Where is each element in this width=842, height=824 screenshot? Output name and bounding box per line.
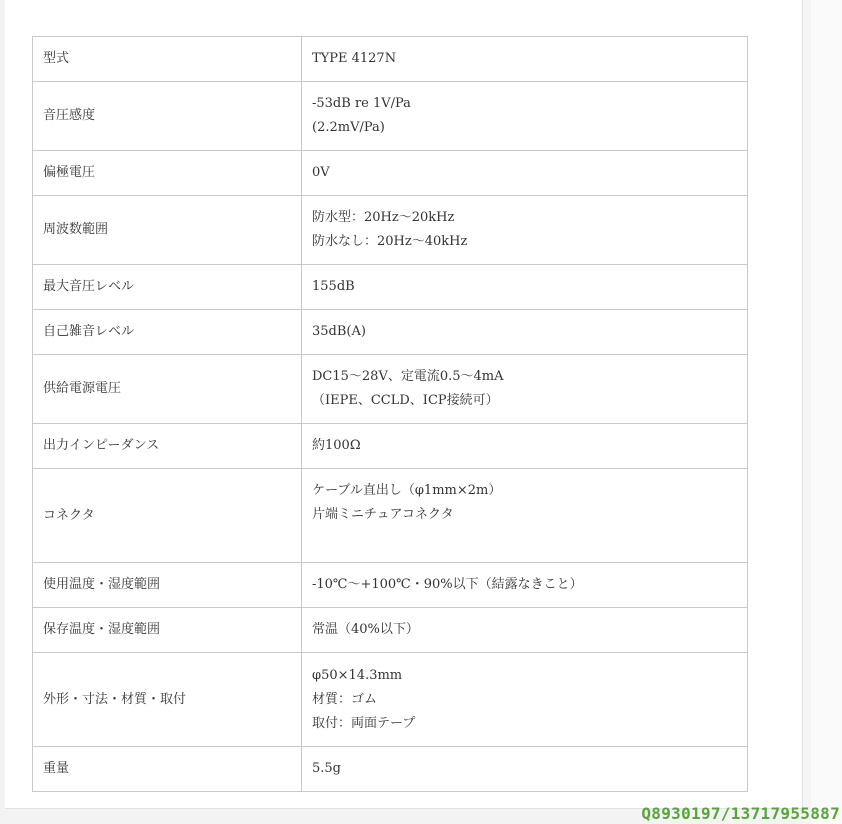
spec-value: [302, 563, 748, 608]
spec-value: [302, 424, 748, 469]
spec-value: [302, 82, 748, 151]
table-row: [33, 563, 748, 608]
spec-value: [302, 151, 748, 196]
spec-label: 音圧感度: [33, 82, 302, 151]
spec-value-line: 約100Ω: [312, 438, 361, 453]
table-row: [33, 355, 748, 424]
table-row: [33, 310, 748, 355]
spec-value: [302, 310, 748, 355]
spec-value-line: DC15～28V、定電流0.5～4mA: [312, 369, 504, 384]
spec-value: [302, 608, 748, 653]
spec-value-line: 片端ミニチュアコネクタ: [312, 507, 454, 522]
spec-label: 出力インピーダンス: [33, 424, 302, 469]
spec-value-line: 取付：両面テープ: [312, 715, 416, 731]
contact-watermark: Q8930197/13717955887: [641, 804, 840, 823]
spec-label: 偏極電圧: [33, 151, 302, 196]
spec-value-line: 常温（40%以下）: [312, 622, 419, 637]
spec-value: [302, 747, 748, 792]
table-row: [33, 469, 748, 563]
table-row: [33, 82, 748, 151]
spec-value-line: 35dB(A): [312, 324, 366, 339]
table-row: [33, 608, 748, 653]
spec-label: 最大音圧レベル: [33, 265, 302, 310]
right-gutter: [803, 0, 842, 824]
table-row: [33, 653, 748, 747]
spec-value-line: 5.5g: [312, 761, 341, 776]
table-row: [33, 196, 748, 265]
spec-table: [32, 36, 748, 792]
spec-label: 自己雑音レベル: [33, 310, 302, 355]
spec-label: 重量: [33, 747, 302, 792]
spec-label: 型式: [33, 37, 302, 82]
spec-value: [302, 355, 748, 424]
spec-label: 供給電源電圧: [33, 355, 302, 424]
spec-label: 使用温度・湿度範囲: [33, 563, 302, 608]
table-row: [33, 265, 748, 310]
table-row: [33, 37, 748, 82]
table-row: [33, 151, 748, 196]
spec-value-line: （IEPE、CCLD、ICP接続可）: [312, 393, 499, 408]
spec-value-line: φ50×14.3mm: [312, 667, 403, 683]
spec-value-line: 防水なし：20Hz～40kHz: [312, 234, 468, 249]
content-panel: [5, 0, 803, 809]
right-gutter-inner: [811, 0, 842, 824]
spec-value-line: 防水型：20Hz～20kHz: [312, 210, 455, 225]
table-row: [33, 424, 748, 469]
spec-label: 周波数範囲: [33, 196, 302, 265]
spec-value-line: -53dB re 1V/Pa: [312, 96, 411, 111]
spec-value: [302, 37, 748, 82]
spec-value-line: 材質：ゴム: [312, 691, 378, 707]
spec-value-line: ケーブル直出し（φ1mm×2m）: [312, 483, 502, 498]
spec-label: 外形・寸法・材質・取付: [33, 653, 302, 747]
spec-value-line: TYPE 4127N: [312, 51, 397, 66]
spec-value-line: -10℃～+100℃・90%以下（結露なきこと）: [312, 577, 583, 592]
table-row: [33, 747, 748, 792]
spec-value: [302, 653, 748, 747]
spec-label: 保存温度・湿度範囲: [33, 608, 302, 653]
spec-value: [302, 196, 748, 265]
spec-value-line: 155dB: [312, 279, 355, 294]
spec-value-line: (2.2mV/Pa): [312, 120, 385, 135]
spec-label: コネクタ: [33, 469, 302, 563]
spec-value-line: 0V: [312, 165, 330, 180]
spec-value: [302, 469, 748, 563]
spec-value: [302, 265, 748, 310]
